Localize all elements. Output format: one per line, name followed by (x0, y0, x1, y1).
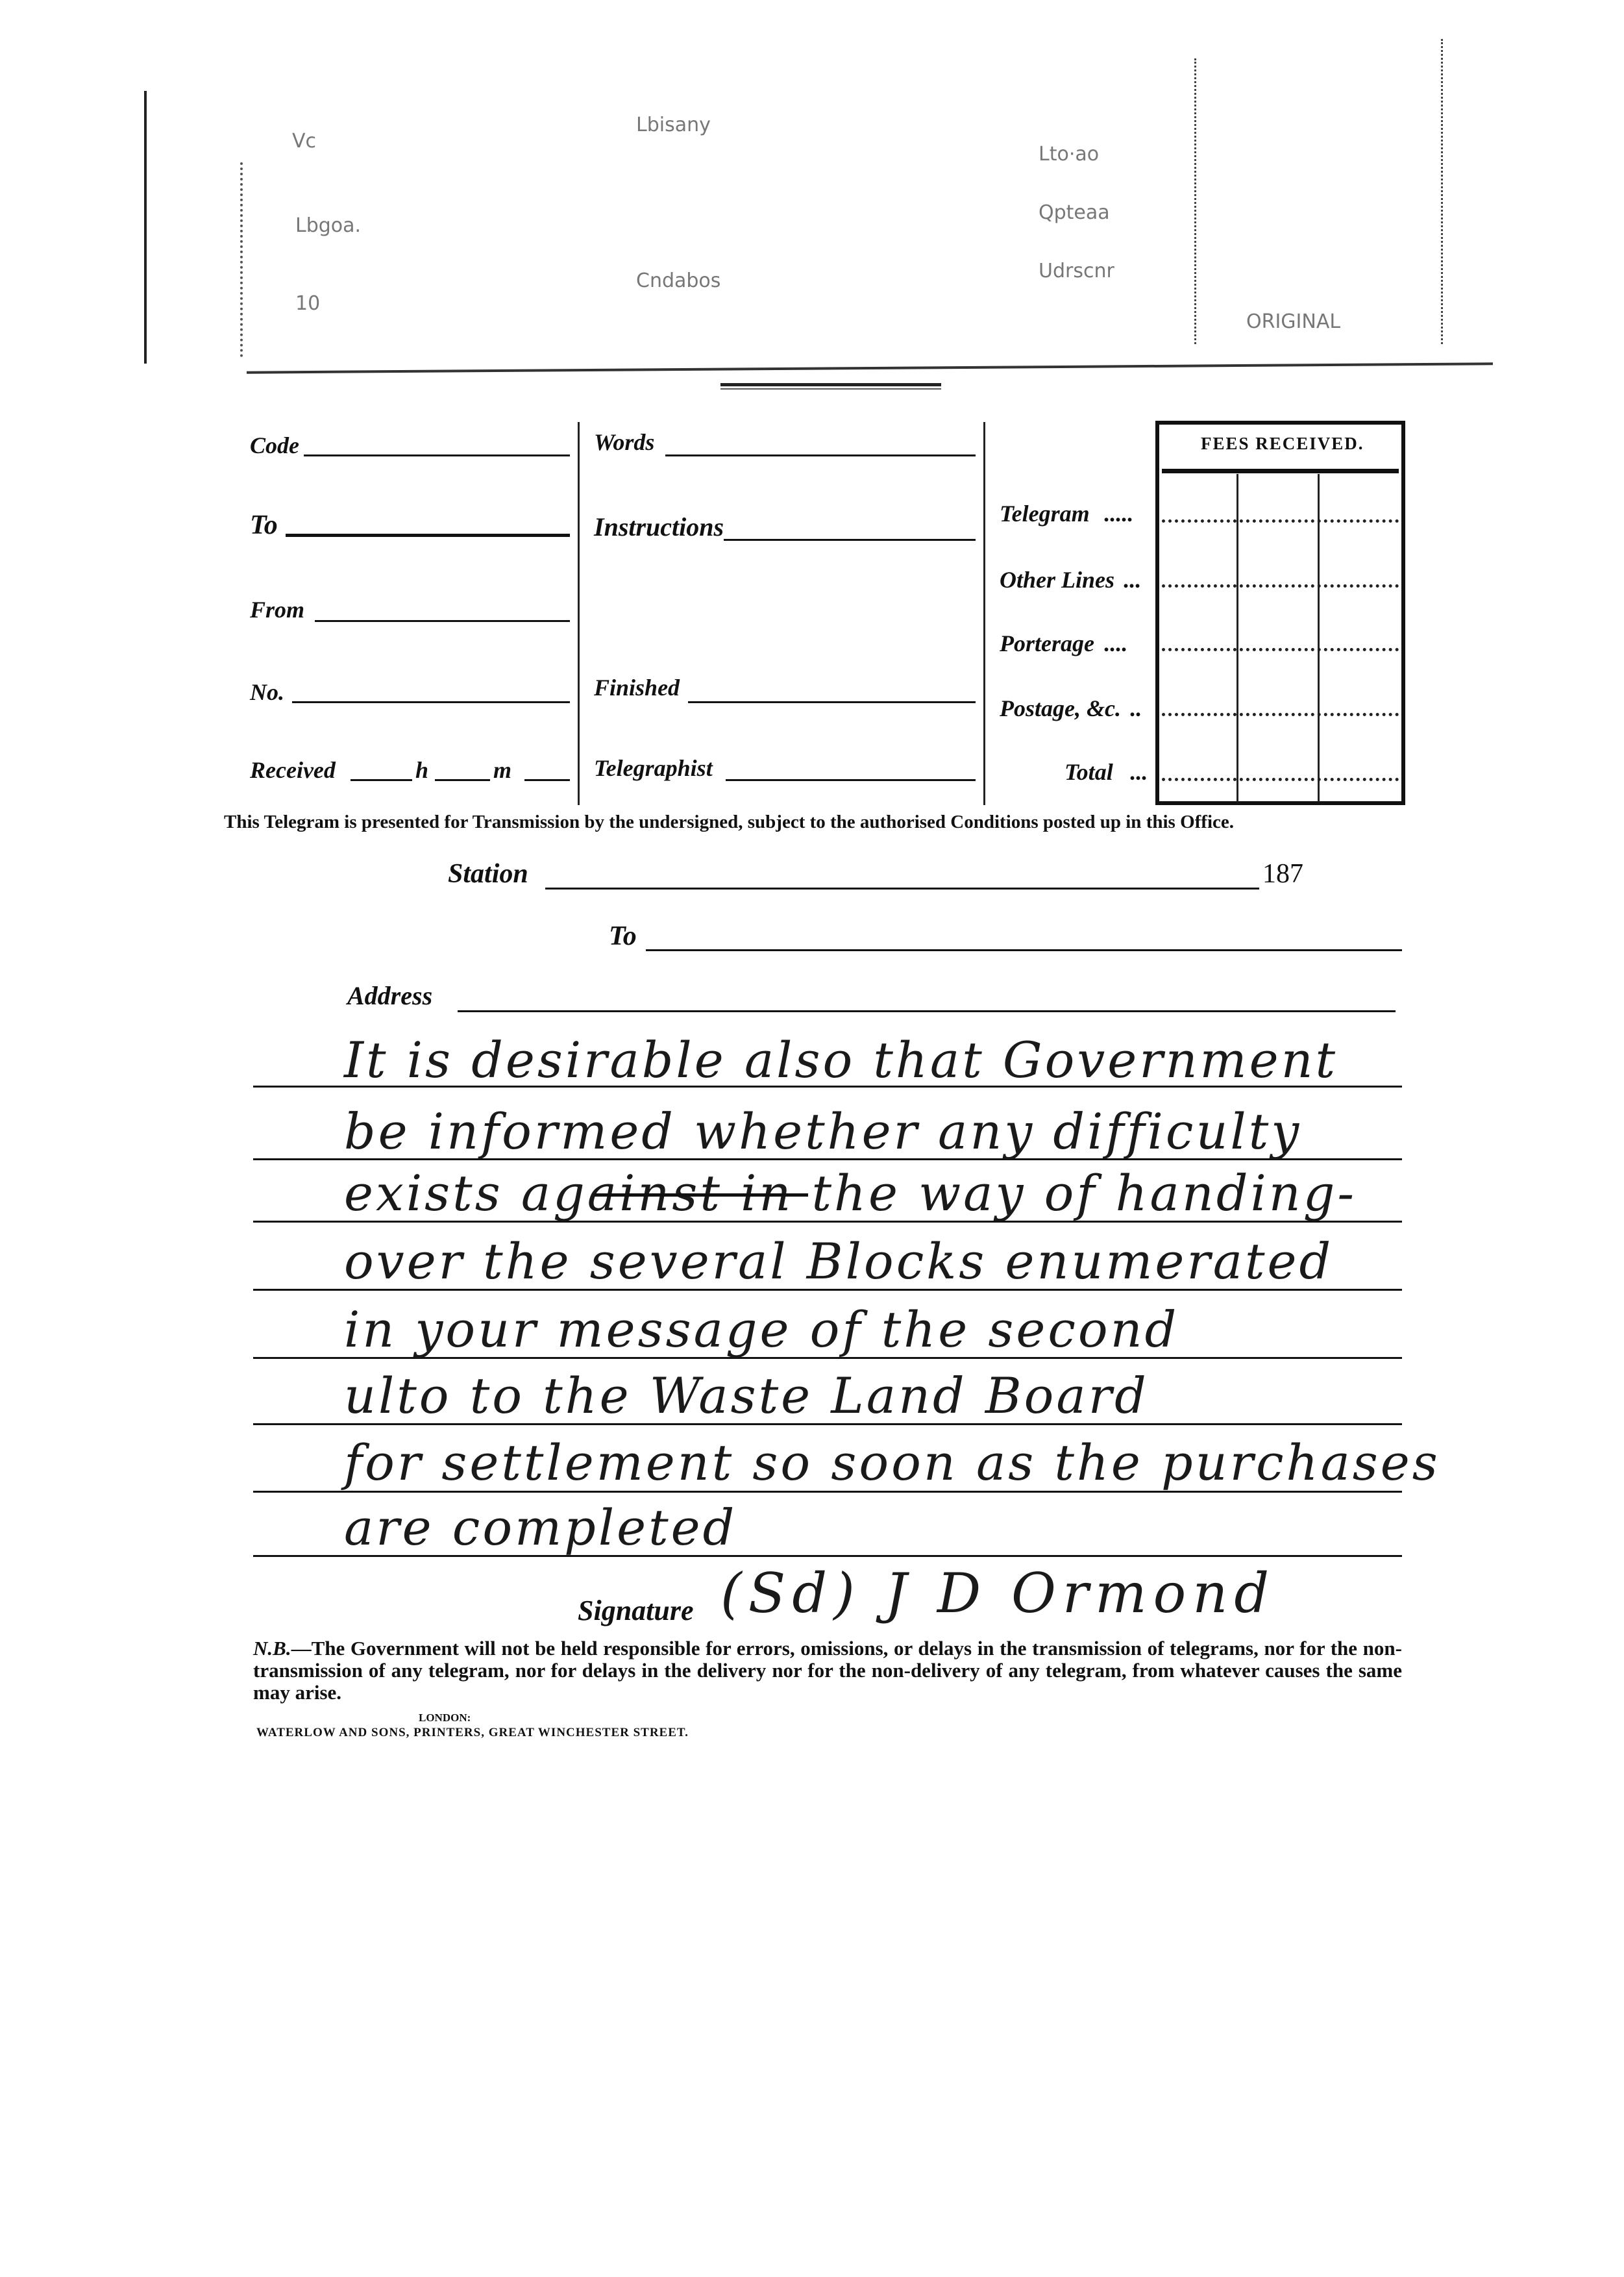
message-line: are completed (344, 1499, 737, 1556)
code-label: Code (250, 432, 299, 458)
to-address-field[interactable] (646, 949, 1402, 951)
header-bottom-rule (247, 362, 1493, 373)
message-line: It is desirable also that Government (344, 1031, 1338, 1089)
to-label: To (250, 510, 278, 540)
left-margin-line (144, 91, 147, 364)
address-field[interactable] (458, 1010, 1396, 1012)
column-divider (983, 422, 985, 805)
received-minutes-field[interactable] (435, 779, 490, 781)
received-label: Received (250, 757, 336, 783)
faded-label: Lbgoa. (295, 214, 362, 237)
to-address-label: To (609, 921, 637, 951)
fees-received-header: FEES RECEIVED. (1201, 434, 1364, 453)
column-divider (578, 422, 580, 805)
received-tail-field[interactable] (524, 779, 570, 781)
fees-header-rule (1162, 469, 1399, 473)
printer-imprint: WATERLOW AND SONS, PRINTERS, GREAT WINCHESTER STREET. (256, 1726, 689, 1739)
message-line: over the several Blocks enumerated (344, 1232, 1334, 1290)
faded-label: Qpteaa (1039, 201, 1110, 224)
faded-label: Lto·ao (1039, 143, 1100, 166)
fee-postage-field[interactable] (1162, 713, 1399, 716)
transmission-notice: This Telegram is presented for Transmission by the undersigned, subject to the authorised Conditions posted up in this Office. (224, 812, 1234, 832)
station-field[interactable] (545, 888, 1259, 890)
header-center-rule (720, 383, 941, 386)
message-line: ulto to the Waste Land Board (344, 1367, 1149, 1425)
fees-col-divider (1318, 474, 1320, 802)
faded-label: 10 (295, 292, 321, 315)
minutes-label: m (493, 757, 512, 783)
header-center-rule-2 (720, 388, 941, 390)
header-right-edge (1441, 39, 1443, 344)
words-field[interactable] (665, 454, 976, 456)
instructions-label: Instructions (594, 512, 724, 541)
finished-label: Finished (594, 675, 680, 701)
message-line: be informed whether any difficulty (344, 1102, 1302, 1160)
leader-dots: ... (1129, 759, 1147, 785)
signature-value: (Sd) J D Ormond (720, 1562, 1276, 1625)
faded-label: Vc (292, 130, 317, 153)
strikethrough-mark (594, 1193, 808, 1197)
words-label: Words (594, 429, 655, 455)
message-line: in your message of the second (344, 1300, 1179, 1358)
finished-field[interactable] (688, 701, 976, 703)
faded-label: Cndabos (636, 269, 721, 292)
leader-dots: ... (1123, 567, 1140, 593)
leader-dots: .. (1129, 695, 1141, 721)
faded-label: Udrscnr (1039, 260, 1114, 282)
fee-total-field[interactable] (1162, 778, 1399, 781)
fee-telegram-label: Telegram (1000, 501, 1090, 527)
address-label: Address (347, 981, 433, 1010)
no-field[interactable] (292, 701, 570, 703)
faded-stamp: ORIGINAL (1246, 310, 1341, 333)
fees-received-box (1155, 421, 1405, 805)
nb-disclaimer (253, 1637, 1402, 1704)
nb-label: N.B. (253, 1637, 291, 1660)
year-label: 187 (1262, 859, 1303, 889)
signature-label: Signature (578, 1595, 694, 1626)
leader-dots: ..... (1103, 501, 1133, 527)
telegraphist-label: Telegraphist (594, 755, 713, 781)
station-label: Station (448, 859, 528, 889)
message-line: for settlement so soon as the purchases (344, 1434, 1440, 1491)
received-hours-field[interactable] (351, 779, 412, 781)
hours-label: h (415, 757, 429, 783)
telegraphist-field[interactable] (726, 779, 976, 781)
fee-other-lines-field[interactable] (1162, 584, 1399, 588)
fees-col-divider (1236, 474, 1238, 802)
faded-label: Lbisany (636, 114, 711, 136)
dotted-margin (240, 162, 243, 357)
instructions-field[interactable] (724, 539, 976, 541)
fee-porterage-field[interactable] (1162, 648, 1399, 651)
from-field[interactable] (315, 620, 570, 622)
code-field[interactable] (304, 454, 570, 456)
nb-text: —The Government will not be held responsible for errors, omissions, or delays in the transmission of telegrams, nor for the non-transmission of any telegram, nor for delays in the delivery nor for the non-delivery of any telegram, from whatever causes the same may arise. (253, 1637, 1402, 1704)
to-field[interactable] (286, 534, 570, 537)
header-divider (1194, 58, 1196, 344)
fee-total-label: Total (1064, 759, 1113, 785)
printer-city: LONDON: (419, 1711, 471, 1724)
message-line: exists against in the way of handing- (344, 1164, 1357, 1222)
fee-porterage-label: Porterage (1000, 630, 1094, 656)
fee-other-lines-label: Other Lines (1000, 567, 1115, 593)
no-label: No. (250, 679, 284, 705)
from-label: From (250, 597, 305, 623)
fee-telegram-field[interactable] (1162, 519, 1399, 523)
fee-postage-label: Postage, &c. (1000, 695, 1121, 721)
leader-dots: .... (1103, 630, 1127, 656)
